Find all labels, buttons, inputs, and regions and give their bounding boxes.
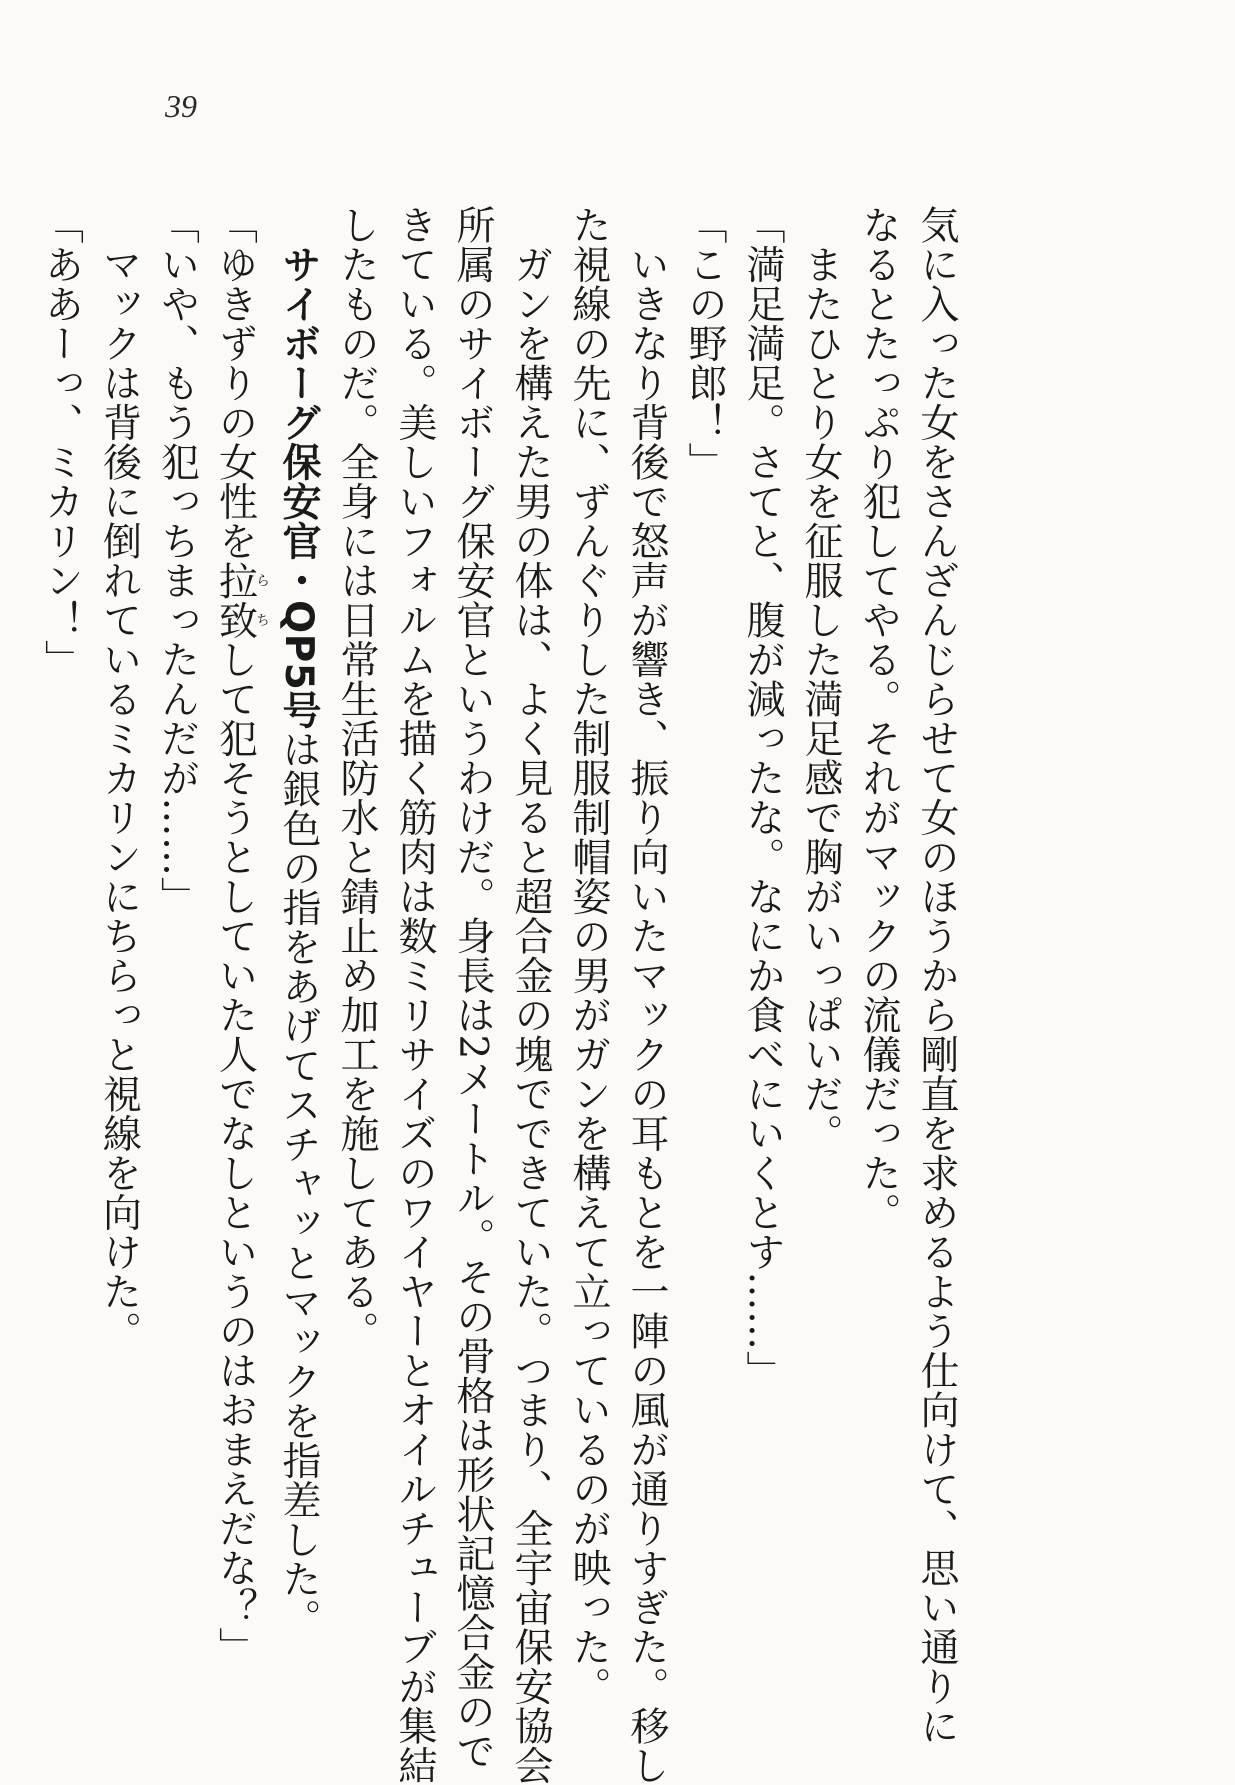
indent (276, 205, 321, 245)
text-line: 所属のサイボーグ保安官というわけだ。身長は2メートル。その骨格は形状記憶合金ので (450, 205, 495, 1771)
text-line: 「いや、もう犯っちまったんだが……」 (154, 205, 200, 916)
page-number: 39 (165, 88, 197, 124)
text-segment: 「ゆきずりの女性を (212, 205, 258, 561)
text-line: いきなり背後で怒声が響き、振り向いたマックの耳もとを一陣の風が通りすぎた。移し (624, 205, 669, 1785)
body-text (32, 205, 966, 1785)
text-line: またひとり女を征服した満足感で胸がいっぱいだ。 (798, 205, 843, 1153)
bold-character-name: サイボーグ保安官・QP5号 (276, 244, 321, 730)
text-line: 「この野郎！」 (682, 205, 727, 482)
text-line: なるとたっぷり犯してやる。それがマックの流儀だった。 (856, 205, 901, 1232)
ruby-base: 拉致 (212, 560, 258, 640)
text-line: た視線の先に、ずんぐりした制服制帽姿の男がガンを構えて立っているのが映った。 (566, 205, 611, 1706)
text-line: ガンを構えた男の体は、よく見ると超合金の塊でできていた。つまり、全宇宙保安協会 (508, 205, 553, 1785)
ruby-reading: らち (254, 560, 270, 640)
text-line: 「ああーっ、ミカリン！」 (38, 205, 84, 679)
text-segment: は銀色の指をあげてスチャッとマックを指差した。 (276, 729, 321, 1639)
text-line: 「満足満足。さてと、腹が減ったな。なにか食べにいくとす……」 (740, 205, 785, 1390)
text-line: 気に入った女をさんざんじらせて女のほうから剛直を求めるよう仕向けて、思い通りに (914, 205, 959, 1746)
text-line: したものだ。全身には日常生活防水と錆止め加工を施してある。 (334, 205, 379, 1351)
text-line (269, 205, 327, 1665)
text-line (206, 205, 270, 1665)
ruby-annotation (212, 560, 270, 640)
text-line: きている。美しいフォルムを描く筋肉は数ミリサイズのワイヤーとオイルチューブが集結 (392, 205, 437, 1785)
text-line: マックは背後に倒れているミカリンにちらっと視線を向けた。 (96, 205, 142, 1351)
text-segment: して犯そうとしていた人でなしというのはおまえだな？」 (212, 639, 258, 1667)
